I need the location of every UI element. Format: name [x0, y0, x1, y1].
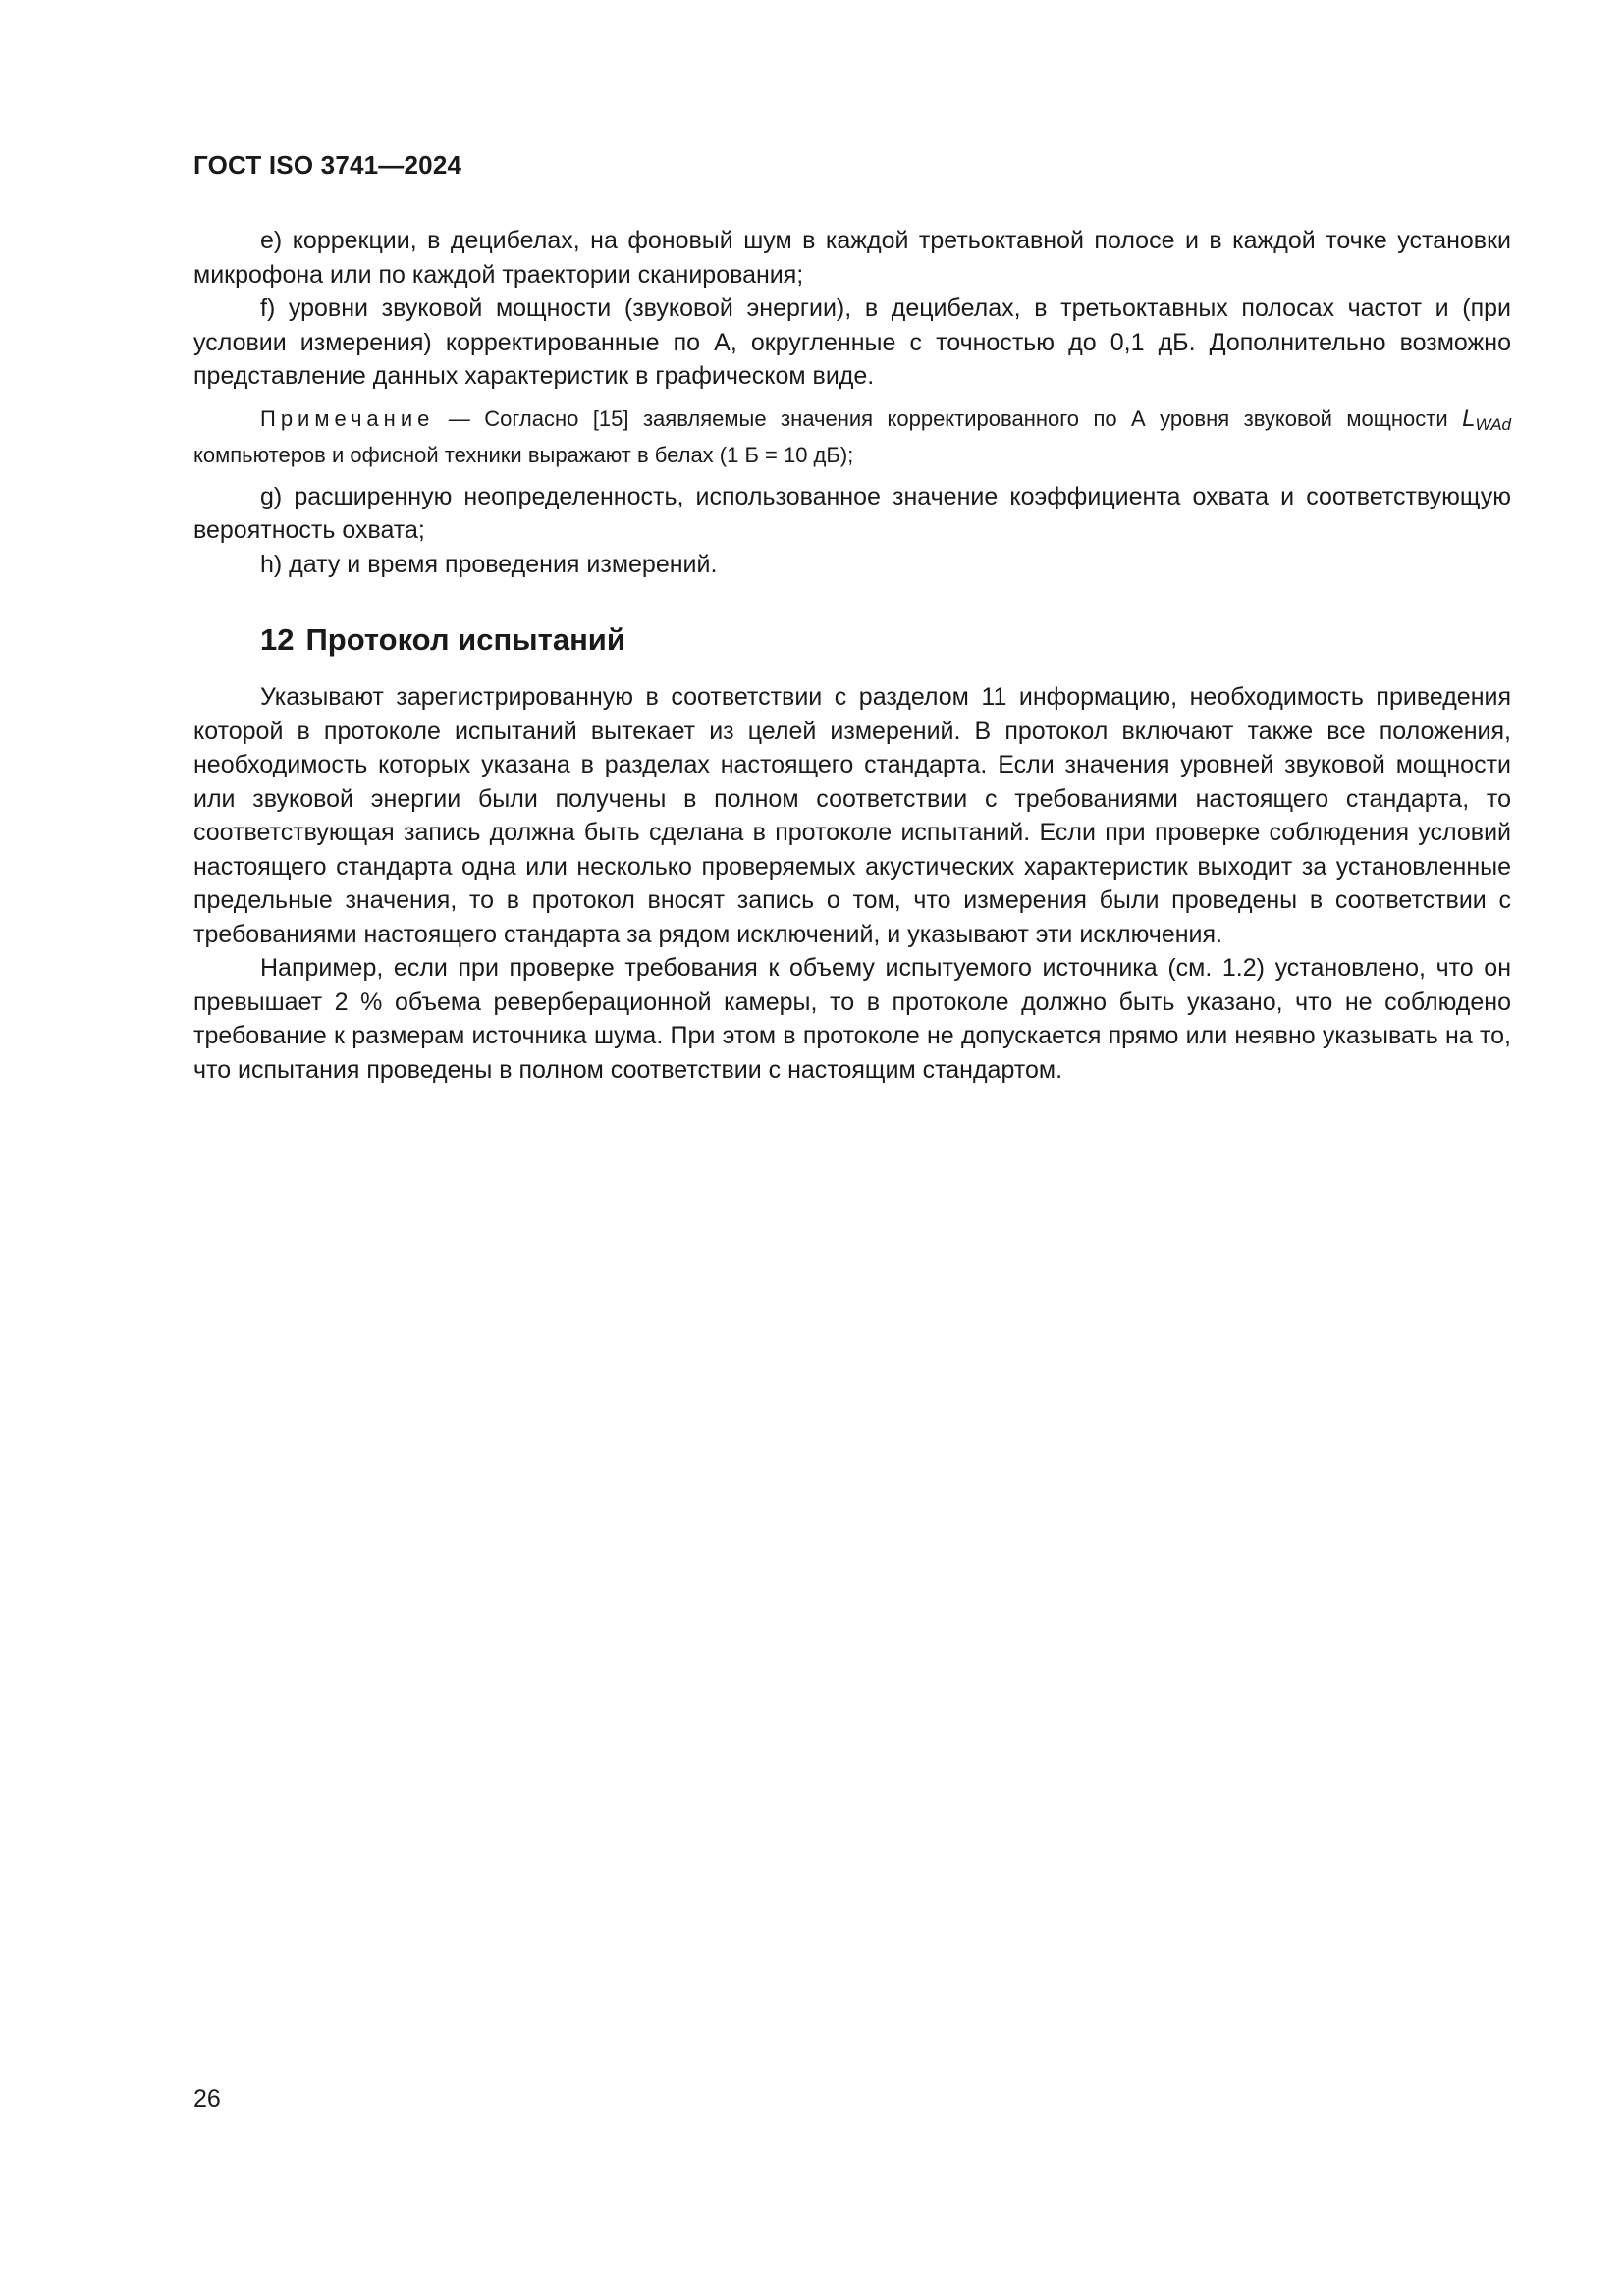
list-item-e: e) коррекции, в децибелах, на фоновый шум в каждой третьоктавной полосе и в каждой точке установки микрофона или по каждой траектории сканирования;: [193, 227, 1511, 289]
document-header: ГОСТ ISO 3741—2024: [193, 150, 462, 180]
note-text-before: — Согласно [15] заявляемые значения корректированного по А уровня звуковой мощности: [434, 405, 1463, 431]
note-text-after: компьютеров и офисной техники выражают в белах (1 Б = 10 дБ);: [193, 442, 854, 467]
section-number: 12: [260, 622, 295, 657]
section-title: Протокол испытаний: [305, 622, 625, 657]
note: [193, 403, 1511, 470]
section-paragraph-2: Например, если при проверке требования к объему испытуемого источника (см. 1.2) установлено, что он превышает 2 % объема реверберационной камеры, то в протоколе должно быть указано, что не соблюдено требование к размерам источника шума. При этом в протоколе не допускается прямо или неявно указывать на то, что испытания проведены в полном соответствии с настоящим стандартом.: [193, 954, 1511, 1084]
list-item-g: g) расширенную неопределенность, использованное значение коэффициента охвата и соответствующую вероятность охвата;: [193, 482, 1511, 544]
list-item-f: f) уровни звуковой мощности (звуковой энергии), в децибелах, в третьоктавных полосах частот и (при условии измерения) корректированные по A, округленные с точностью до 0,1 дБ. Дополнительно возможно представление данных характеристик в графическом виде.: [193, 294, 1511, 390]
section-heading: [260, 620, 1511, 660]
note-symbol-main: L: [1462, 404, 1476, 432]
note-label: Примечание: [260, 405, 435, 431]
list-item-h: h) дату и время проведения измерений.: [260, 550, 718, 578]
note-symbol: [1462, 405, 1511, 432]
page-content: [193, 224, 1511, 1087]
note-symbol-sub: WAd: [1475, 414, 1511, 434]
section-paragraph-1: Указывают зарегистрированную в соответствии с разделом 11 информацию, необходимость приведения которой в протоколе испытаний вытекает из целей измерений. В протокол включают также все положения, необходимость которых указана в разделах настоящего стандарта. Если значения уровней звуковой мощности или звуковой энергии были получены в полном соответствии с требованиями настоящего стандарта, то соответствующая запись должна быть сделана в протоколе испытаний. Если при проверке соблюдения условий настоящего стандарта одна или несколько проверяемых акустических характеристик выходит за установленные предельные значения, то в протокол вносят запись о том, что измерения были проведены в соответствии с требованиями настоящего стандарта за рядом исключений, и указывают эти исключения.: [193, 683, 1511, 948]
page-number: 26: [193, 2085, 221, 2112]
